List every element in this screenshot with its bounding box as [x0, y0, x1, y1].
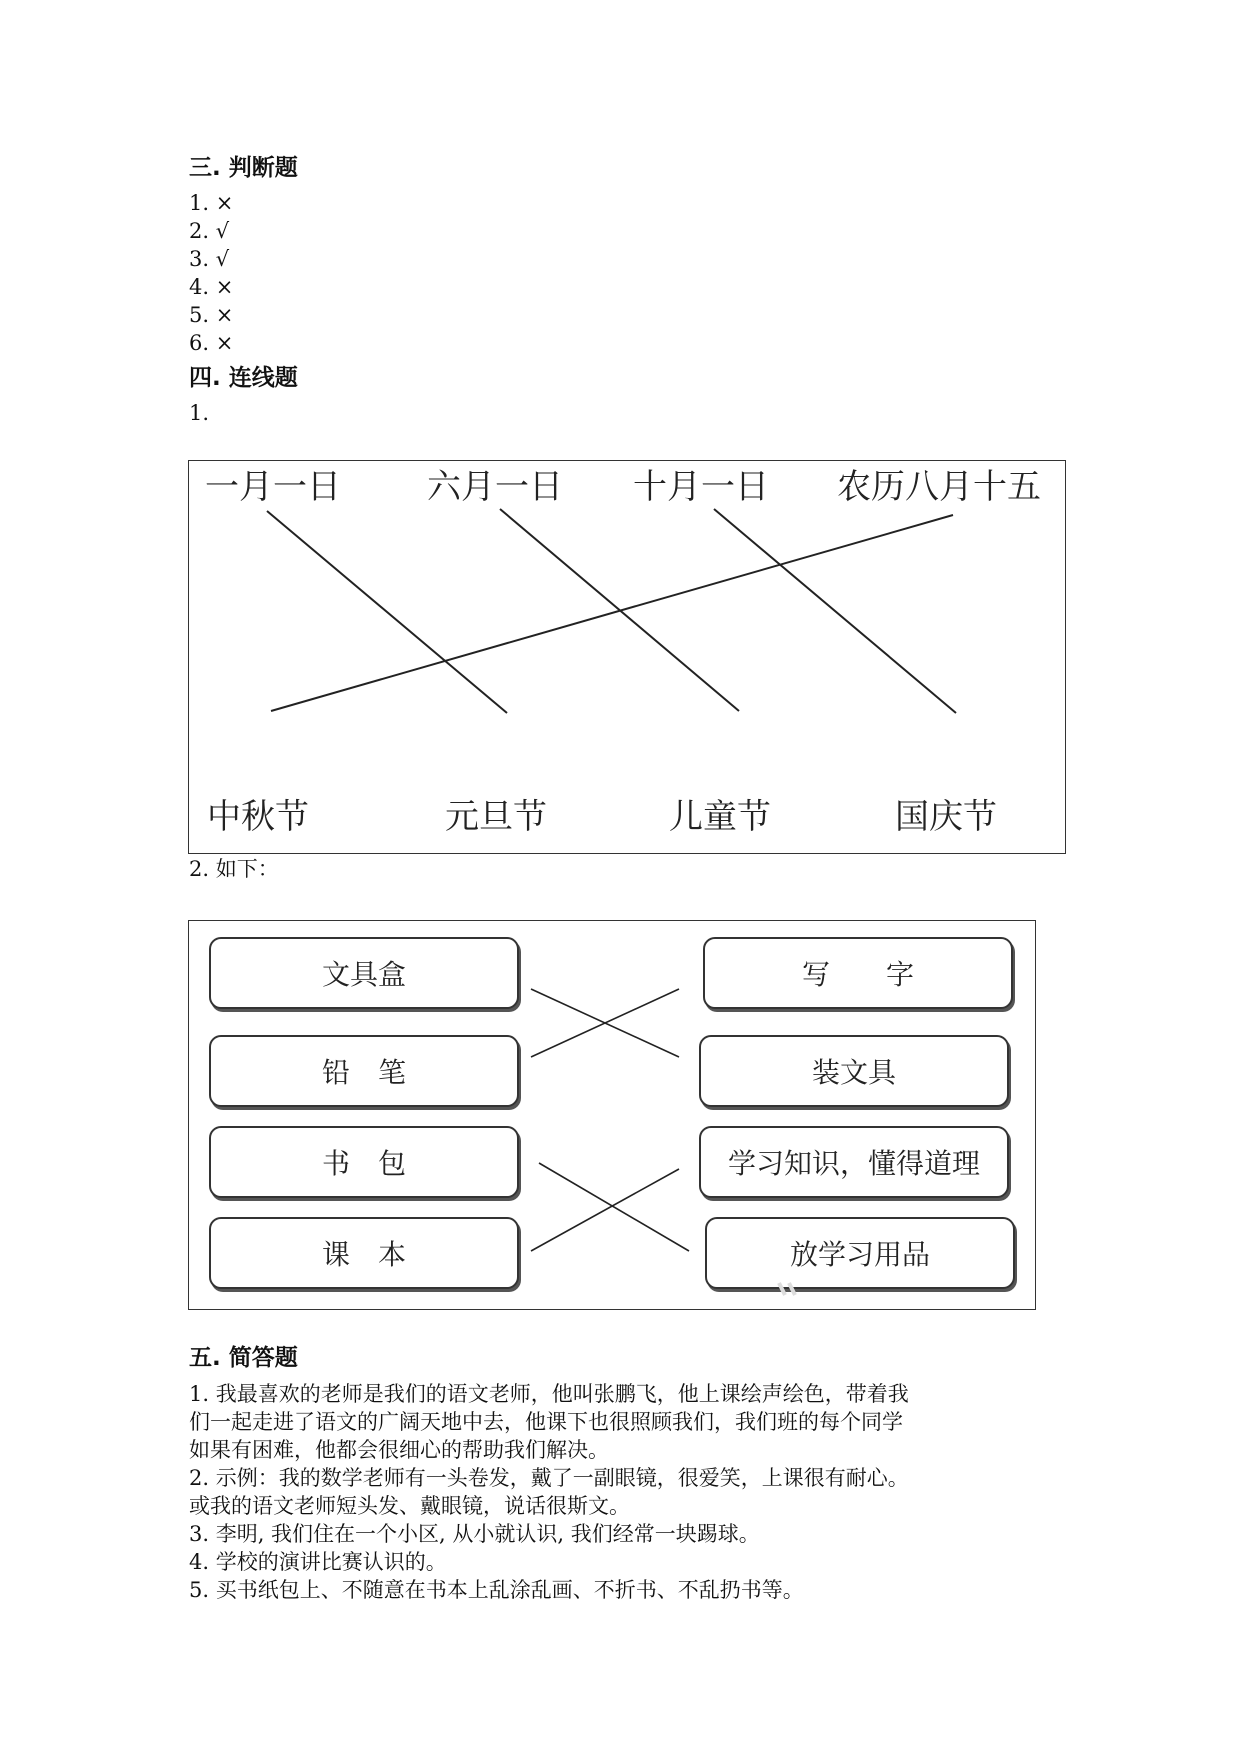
- answer-line-7: 4. 学校的演讲比赛认识的。: [189, 1550, 447, 1574]
- connector-lunar-midautumn: [271, 515, 953, 711]
- holiday-label-national-day: 国庆节: [895, 797, 997, 837]
- answer-line-2: 们一起走进了语文的广阔天地中去，他课下也很照顾我们，我们班的每个同学: [189, 1410, 903, 1434]
- matching-lines-1: [189, 461, 1067, 855]
- section-5-title: 五. 简答题: [189, 1345, 298, 1371]
- date-label-lunar-aug15: 农历八月十五: [837, 467, 1041, 507]
- judge-item-3: 3. √: [189, 247, 230, 271]
- matching-figure-school-supplies: [188, 920, 1036, 1310]
- judge-item-2: 2. √: [189, 219, 230, 243]
- answer-line-8: 5. 买书纸包上、不随意在书本上乱涂乱画、不折书、不乱扔书等。: [189, 1578, 804, 1602]
- holiday-label-childrens-day: 儿童节: [669, 797, 771, 837]
- answer-line-6: 3. 李明, 我们住在一个小区, 从小就认识, 我们经常一块踢球。: [189, 1522, 760, 1546]
- date-label-jan1: 一月一日: [205, 467, 341, 507]
- use-box-hold-stationery: 装文具: [699, 1035, 1009, 1107]
- use-box-hold-supplies: 放学习用品: [705, 1217, 1015, 1289]
- holiday-label-mid-autumn: 中秋节: [207, 797, 309, 837]
- section-4-title: 四. 连线题: [189, 365, 298, 391]
- connector-textbook-knowledge: [531, 1169, 679, 1251]
- item-box-textbook: 课 本: [209, 1217, 519, 1289]
- connector-oct1-national: [714, 509, 956, 713]
- judge-item-4: 4. ×: [189, 275, 234, 299]
- item-box-schoolbag: 书 包: [209, 1126, 519, 1198]
- item-box-pencil: 铅 笔: [209, 1035, 519, 1107]
- section-3-title: 三. 判断题: [189, 155, 298, 181]
- answer-line-5: 或我的语文老师短头发、戴眼镜，说话很斯文。: [189, 1494, 630, 1518]
- use-box-learn-knowledge: 学习知识，懂得道理: [699, 1126, 1009, 1198]
- matching-figure-dates-holidays: [188, 460, 1066, 854]
- answer-line-4: 2. 示例：我的数学老师有一头卷发，戴了一副眼镜，很爱笑，上课很有耐心。: [189, 1466, 909, 1490]
- date-label-jun1: 六月一日: [427, 467, 563, 507]
- judge-item-1: 1. ×: [189, 191, 234, 215]
- judge-item-5: 5. ×: [189, 303, 234, 327]
- date-label-oct1: 十月一日: [633, 467, 769, 507]
- matching-q2-label: 2. 如下：: [189, 857, 279, 881]
- judge-item-6: 6. ×: [189, 331, 234, 355]
- holiday-label-new-year: 元旦节: [445, 797, 547, 837]
- answer-line-1: 1. 我最喜欢的老师是我们的语文老师，他叫张鹏飞，他上课绘声绘色，带着我: [189, 1382, 909, 1406]
- item-box-pencil-case: 文具盒: [209, 937, 519, 1009]
- watermark-mark: [775, 1279, 799, 1299]
- matching-q1-label: 1.: [189, 401, 210, 425]
- answer-line-3: 如果有困难，他都会很细心的帮助我们解决。: [189, 1438, 609, 1462]
- matching-lines-2: [189, 921, 1037, 1311]
- connector-jan1-newyear: [267, 511, 507, 713]
- use-box-write: 写 字: [703, 937, 1013, 1009]
